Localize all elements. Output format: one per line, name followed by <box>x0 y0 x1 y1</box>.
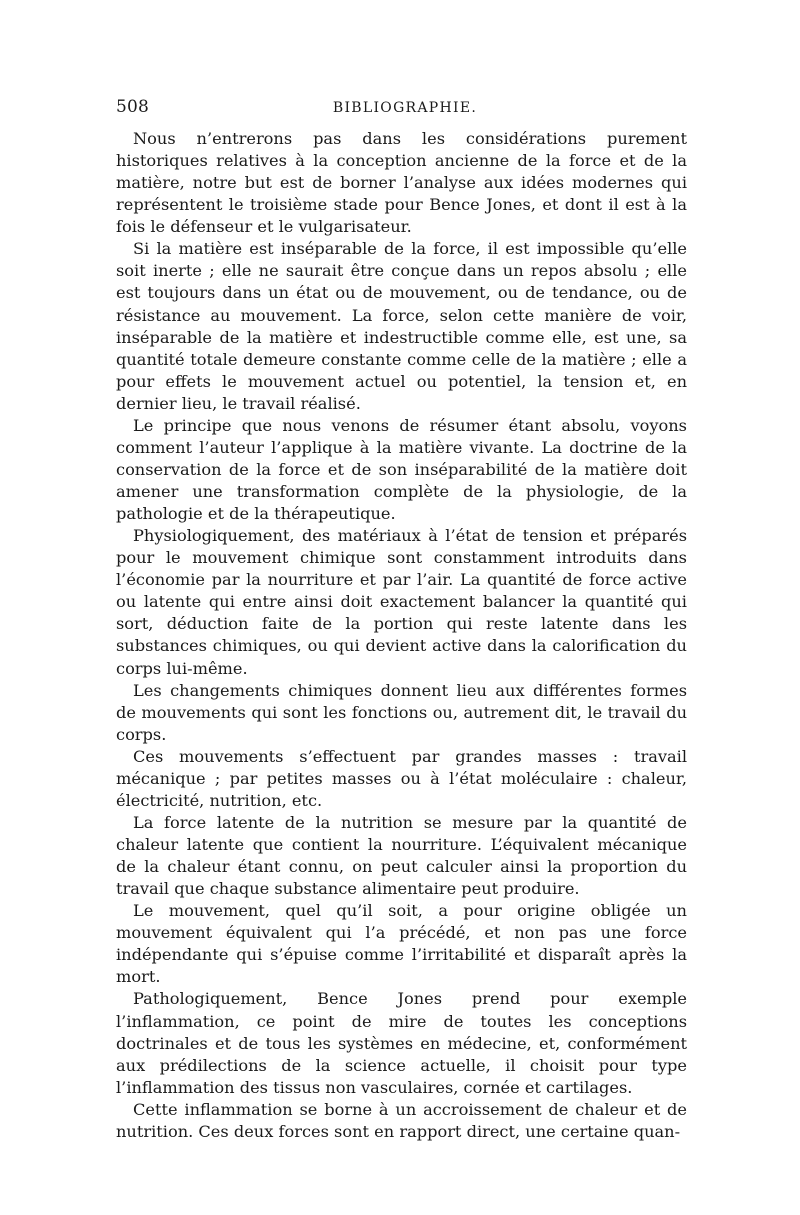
paragraph: Si la matière est inséparable de la force, il est impossible qu’elle soit inerte ; elle ne saurait être conçue dans un repos absolu ; elle est toujours dans un état ou de mouvement, ou de tendance, ou de résistance au mouvement. La force, selon cette manière de voir, inséparable de la matière et indestructible comme elle, est une, sa quantité totale demeure constante comme celle de la matière ; elle a pour effets le mouvement actuel ou potentiel, la tension et, en dernier lieu, le travail réalisé. <box>116 239 687 413</box>
body-text <box>116 128 687 1143</box>
paragraph: Le mouvement, quel qu’il soit, a pour origine obligée un mouvement équivalent qui l’a précédé, et non pas une force indépendante qui s’épuise comme l’irritabilité et disparaît après la mort. <box>116 901 687 987</box>
paragraph: Cette inflammation se borne à un accroissement de chaleur et de nutrition. Ces deux forces sont en rapport direct, une certaine quan- <box>116 1099 687 1141</box>
page-header <box>116 96 686 118</box>
paragraph: Nous n’entrerons pas dans les considérations purement historiques relatives à la conception ancienne de la force et de la matière, notre but est de borner l’analyse aux idées modernes qui représentent le troisième stade pour Bence Jones, et dont il est à la fois le défenseur et le vulgarisateur. <box>116 129 687 237</box>
running-title: BIBLIOGRAPHIE. <box>332 100 478 116</box>
paragraph: Pathologiquement, Bence Jones prend pour exemple l’inflammation, ce point de mire de toutes les conceptions doctrinales et de tous les systèmes en médecine, et, conformément aux prédilections de la science actuelle, il choisit pour type l’inflammation des tissus non vasculaires, cornée et cartilages. <box>116 989 687 1097</box>
paragraph: Les changements chimiques donnent lieu aux différentes formes de mouvements qui sont les fonctions ou, autrement dit, le travail du corps. <box>116 680 687 744</box>
paragraph: La force latente de la nutrition se mesure par la quantité de chaleur latente que contient la nourriture. L’équivalent mécanique de la chaleur étant connu, on peut calculer ainsi la proportion du travail que chaque substance alimentaire peut produire. <box>116 812 687 899</box>
page-number: 508 <box>116 97 150 117</box>
paragraph: Le principe que nous venons de résumer étant absolu, voyons comment l’auteur l’applique à la matière vivante. La doctrine de la conservation de la force et de son inséparabilité de la matière doit amener une transformation complète de la physiologie, de la pathologie et de la thérapeutique. <box>116 415 687 524</box>
paragraph: Physiologiquement, des matériaux à l’état de tension et préparés pour le mouvement chimique sont constamment introduits dans l’économie par la nourriture et par l’air. La quantité de force active ou latente qui entre ainsi doit exactement balancer la quantité qui sort, déduction faite de la portion qui reste latente dans les substances chimiques, ou qui devient active dans la calorification du corps lui-même. <box>116 526 687 678</box>
paragraph: Ces mouvements s’effectuent par grandes masses : travail mécanique ; par petites masses ou à l’état moléculaire : chaleur, électricité, nutrition, etc. <box>116 746 687 810</box>
